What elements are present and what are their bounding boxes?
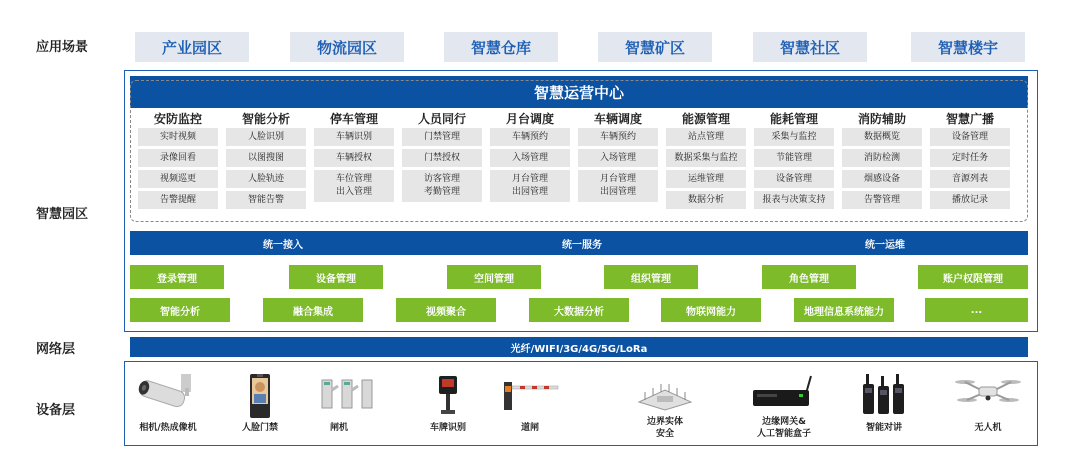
device-label: 闸机 xyxy=(329,423,348,433)
walkie-talkie-icon xyxy=(846,372,922,416)
module-item: 设备管理 xyxy=(754,170,834,188)
module-item: 设备管理 xyxy=(930,128,1010,146)
module-title: 消防辅助 xyxy=(857,112,906,126)
module-title: 停车管理 xyxy=(329,112,378,126)
scene-6: 智慧楼宇 xyxy=(911,32,1025,62)
unified-ops: 统一运维 xyxy=(865,239,905,251)
capability-3: 空间管理 xyxy=(447,265,541,289)
device-6 xyxy=(630,372,700,412)
module-1 xyxy=(138,110,218,212)
face-terminal-icon xyxy=(226,372,294,420)
device-4 xyxy=(420,372,476,416)
module-title: 人员同行 xyxy=(417,112,466,126)
module-7 xyxy=(666,110,746,212)
module-item: 以图搜图 xyxy=(226,149,306,167)
module-item: 车辆授权 xyxy=(314,149,394,167)
module-item: 门禁授权 xyxy=(402,149,482,167)
module-10 xyxy=(930,110,1010,212)
module-item: 月台管理 出园管理 xyxy=(490,170,570,202)
module-title: 智能分析 xyxy=(241,112,290,126)
row-label-app: 应用场景 xyxy=(36,40,89,55)
module-3 xyxy=(314,110,394,205)
module-item: 消防检测 xyxy=(842,149,922,167)
module-title: 能耗管理 xyxy=(769,112,818,126)
module-title: 安防监控 xyxy=(153,112,202,126)
capability-ext-7: ... xyxy=(925,298,1028,322)
module-item: 报表与决策支持 xyxy=(754,191,834,209)
device-label: 道闸 xyxy=(520,423,539,433)
module-title: 能源管理 xyxy=(681,112,730,126)
module-6 xyxy=(578,110,658,205)
module-item: 采集与监控 xyxy=(754,128,834,146)
module-item: 人脸轨迹 xyxy=(226,170,306,188)
device-label: 人脸门禁 xyxy=(241,423,278,433)
capability-ext-1: 智能分析 xyxy=(130,298,230,322)
barrier-gate-icon xyxy=(500,372,560,412)
device-label: 相机/热成像机 xyxy=(139,423,197,433)
scene-3: 智慧仓库 xyxy=(444,32,558,62)
module-item: 音源列表 xyxy=(930,170,1010,188)
device-9 xyxy=(948,372,1028,412)
capability-4: 组织管理 xyxy=(604,265,698,289)
module-item: 告警管理 xyxy=(842,191,922,209)
unified-service: 统一服务 xyxy=(562,239,602,251)
module-item: 数据概览 xyxy=(842,128,922,146)
module-4 xyxy=(402,110,482,205)
device-8 xyxy=(846,372,922,416)
row-label-device: 设备层 xyxy=(36,403,76,418)
module-item: 视频巡更 xyxy=(138,170,218,188)
module-item: 智能告警 xyxy=(226,191,306,209)
unified-bar xyxy=(130,231,1028,255)
capability-ext-3: 视频聚合 xyxy=(396,298,496,322)
capability-ext-5: 物联网能力 xyxy=(661,298,761,322)
module-8 xyxy=(754,110,834,212)
device-label: 无人机 xyxy=(974,423,1002,433)
module-item: 告警提醒 xyxy=(138,191,218,209)
perimeter-security-icon xyxy=(630,372,700,412)
capability-6: 账户权限管理 xyxy=(918,265,1028,289)
device-3 xyxy=(316,372,362,412)
device-5 xyxy=(500,372,560,412)
module-item: 访客管理 考勤管理 xyxy=(402,170,482,202)
module-item: 月台管理 出园管理 xyxy=(578,170,658,202)
scene-1: 产业园区 xyxy=(135,32,249,62)
module-item: 运维管理 xyxy=(666,170,746,188)
edge-gateway-icon xyxy=(742,372,826,412)
scene-5: 智慧社区 xyxy=(753,32,867,62)
module-item: 播放记录 xyxy=(930,191,1010,209)
module-9 xyxy=(842,110,922,212)
network-bar-label: 光纤/WIFI/3G/4G/5G/LoRa xyxy=(510,343,648,355)
module-item: 节能管理 xyxy=(754,149,834,167)
module-item: 车辆识别 xyxy=(314,128,394,146)
module-item: 车辆预约 xyxy=(578,128,658,146)
module-item: 车辆预约 xyxy=(490,128,570,146)
drone-icon xyxy=(948,372,1028,412)
unified-access: 统一接入 xyxy=(263,239,303,251)
module-item: 人脸识别 xyxy=(226,128,306,146)
module-item: 录像回看 xyxy=(138,149,218,167)
capability-5: 角色管理 xyxy=(762,265,856,289)
device-label: 边界实体 安全 xyxy=(646,417,683,439)
module-title: 智慧广播 xyxy=(945,112,994,126)
module-item: 入场管理 xyxy=(490,149,570,167)
module-2 xyxy=(226,110,306,212)
capability-ext-4: 大数据分析 xyxy=(529,298,629,322)
module-title: 月台调度 xyxy=(505,112,554,126)
row-label-park: 智慧园区 xyxy=(36,207,89,222)
plate-camera-icon xyxy=(420,372,476,416)
capability-1: 登录管理 xyxy=(130,265,224,289)
capability-2: 设备管理 xyxy=(289,265,383,289)
module-title: 车辆调度 xyxy=(593,112,642,126)
network-bar xyxy=(130,337,1028,357)
capability-ext-6: 地理信息系统能力 xyxy=(794,298,894,322)
module-item: 车位管理 出入管理 xyxy=(314,170,394,202)
module-item: 烟感设备 xyxy=(842,170,922,188)
scene-2: 物流园区 xyxy=(290,32,404,62)
device-label: 车牌识别 xyxy=(429,423,466,433)
capability-ext-2: 融合集成 xyxy=(263,298,363,322)
device-label: 边缘网关& 人工智能盒子 xyxy=(756,417,811,439)
module-5 xyxy=(490,110,570,205)
row-label-network: 网络层 xyxy=(36,342,76,357)
module-item: 门禁管理 xyxy=(402,128,482,146)
device-2 xyxy=(226,372,294,420)
module-item: 数据分析 xyxy=(666,191,746,209)
camera-icon xyxy=(130,372,206,412)
module-item: 站点管理 xyxy=(666,128,746,146)
module-item: 实时视频 xyxy=(138,128,218,146)
device-1 xyxy=(130,372,206,412)
device-7 xyxy=(742,372,826,412)
device-label: 智能对讲 xyxy=(865,423,902,433)
module-item: 定时任务 xyxy=(930,149,1010,167)
module-item: 数据采集与监控 xyxy=(666,149,746,167)
module-item: 入场管理 xyxy=(578,149,658,167)
turnstile-icon xyxy=(316,372,362,412)
center-title: 智慧运营中心 xyxy=(533,83,624,102)
scene-4: 智慧矿区 xyxy=(598,32,712,62)
